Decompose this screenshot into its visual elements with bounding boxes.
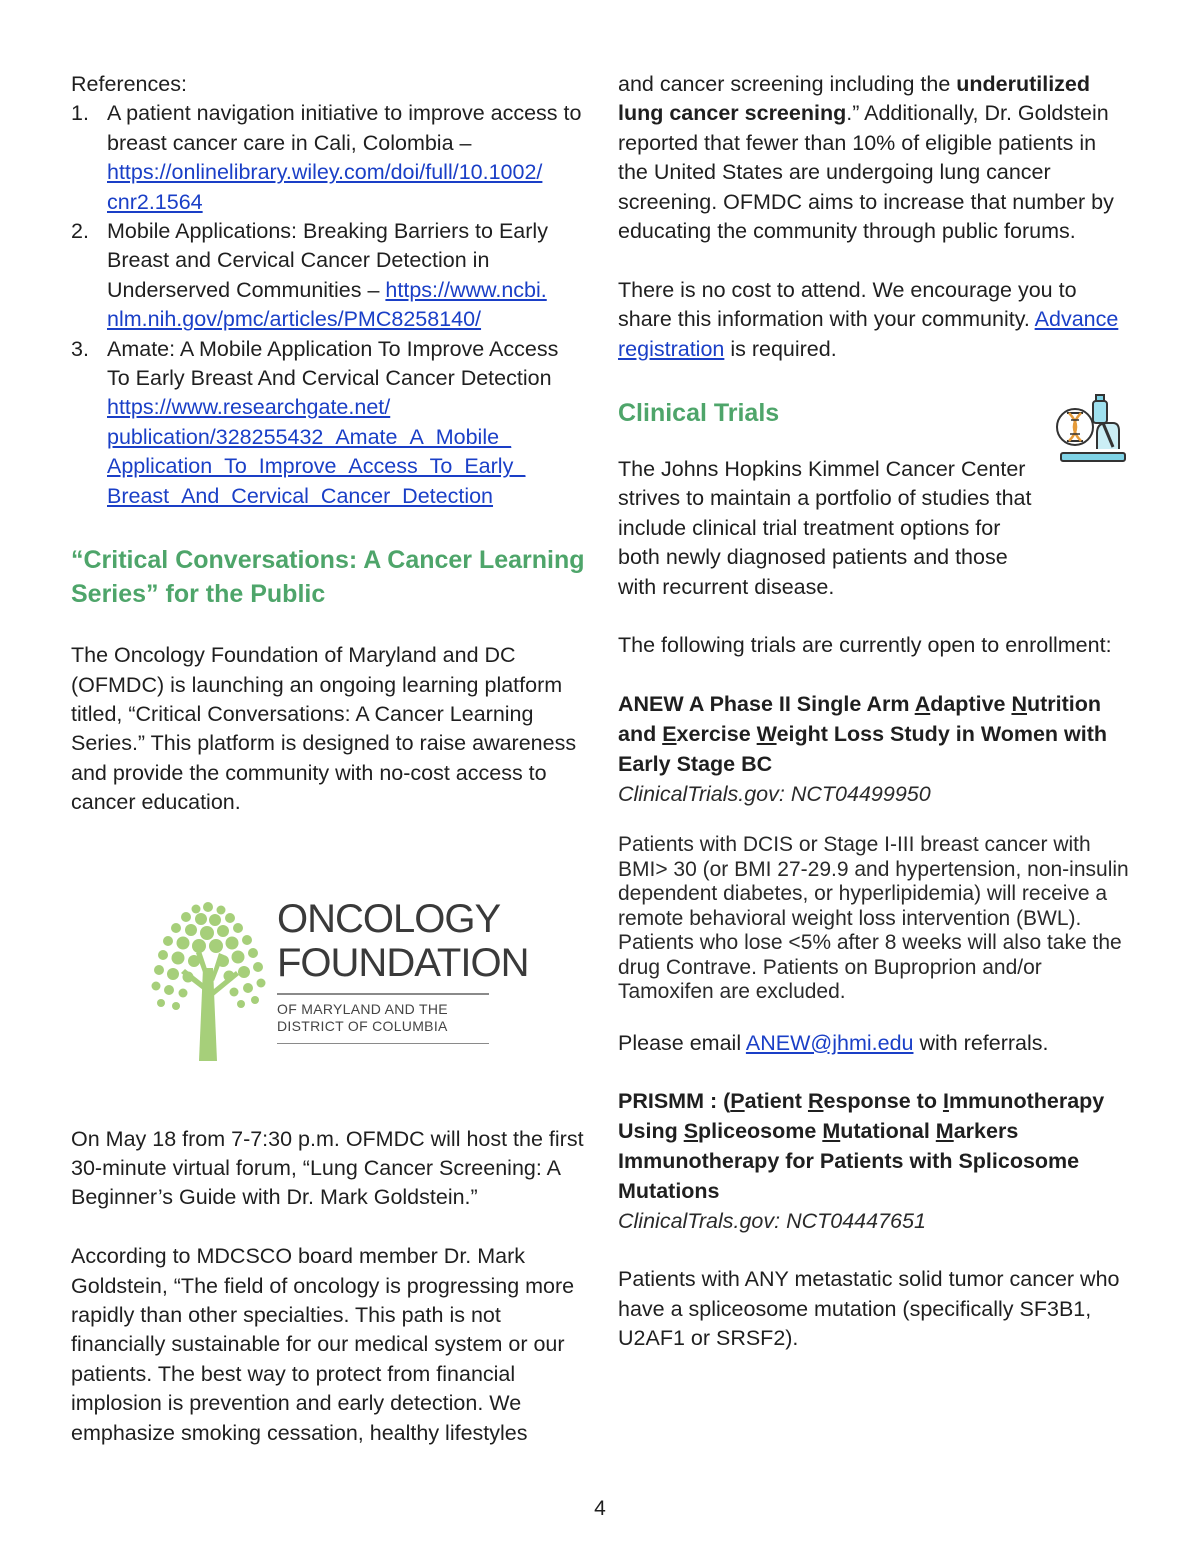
references-heading: References: (71, 72, 187, 96)
right-column (618, 70, 1130, 1354)
goldstein-quote-paragraph: According to MDCSCO board member Dr. Mark Goldstein, “The field of oncology is progressing more rapidly than other specialties. This path is not financially sustainable for our medical system or our patients. The best way to protect from financial implosion is prevention and early detection. We emphasize smoking cessation, healthy lifestyles (71, 1244, 575, 1445)
reference-link[interactable]: https://www.researchgate.net/ publication/328255432_Amate_A_Mobile_ Application_To_Improve_Access_To_Early_ Breast_And_Cervical_Cancer_Detection (107, 395, 526, 508)
clinical-trials-intro: The Johns Hopkins Kimmel Cancer Center strives to maintain a portfolio of studies that include clinical trial treatment options for both newly diagnosed patients and those with recurrent disease. (618, 457, 1032, 599)
title-segment: utational (840, 1119, 936, 1144)
title-initial: E (662, 722, 677, 747)
reference-number: 3. (71, 336, 89, 361)
no-cost-end-text: is required. (724, 336, 837, 361)
title-segment: arkers Immunotherapy for Patients with Splicosome Mutations (618, 1119, 1080, 1203)
title-segment: atient (744, 1089, 808, 1114)
title-segment: ANEW A Phase II Single Arm (618, 692, 915, 717)
title-initial: R (807, 1089, 824, 1114)
referral-pre-text: Please email (618, 1030, 746, 1055)
references-list (71, 99, 586, 511)
title-segment: daptive (930, 692, 1012, 717)
open-trials-text: The following trials are currently open to enrollment: (618, 633, 1112, 658)
quote-bold-text: underutilized lung cancer screening (618, 72, 1091, 126)
logo-divider (277, 1043, 489, 1044)
anew-trial-id: ClinicalTrials.gov: NCT04499950 (618, 781, 931, 806)
advance-registration-link[interactable]: Advance registration (618, 307, 1119, 361)
quote-continued-text: and cancer screening including the (618, 72, 957, 96)
left-column (71, 70, 586, 1448)
no-cost-paragraph (618, 276, 1130, 364)
title-segment: eight Loss Study in Women with Early Stage BC (618, 722, 1108, 776)
reference-item (71, 217, 586, 335)
title-initial: W (756, 722, 777, 747)
forum-announcement-paragraph: On May 18 from 7-7:30 p.m. OFMDC will host the first 30-minute virtual forum, “Lung Cancer Screening: A Beginner’s Guide with Dr. Mark Goldstein.” (71, 1126, 584, 1210)
reference-item (71, 99, 586, 217)
logo-line-oncology: ONCOLOGY (277, 896, 501, 941)
microscope-dna-icon (1053, 393, 1131, 465)
no-cost-text: There is no cost to attend. We encourage you to share this information with your community. (618, 277, 1077, 332)
reference-number: 2. (71, 219, 89, 244)
title-initial: A (914, 692, 931, 717)
reference-text: Mobile Applications: Breaking Barriers to Early Breast and Cervical Cancer Detection in Underserved Communities – (107, 219, 548, 302)
quote-end-text: .” Additionally, Dr. Goldstein reported that fewer than 10% of eligible patients in the United States are undergoing lung cancer screening. OFMDC aims to increase that number by educating the community through public forums. (618, 101, 1114, 244)
reference-link[interactable]: https://www.ncbi. nlm.nih.gov/pmc/articles/PMC8258140/ (107, 277, 547, 332)
oncology-foundation-logo (141, 893, 529, 1063)
title-segment: utrition and (618, 692, 1102, 747)
page-number: 4 (594, 1497, 606, 1520)
clinical-trials-header (618, 396, 1130, 430)
anew-trial-description: Patients with DCIS or Stage I-III breast cancer with BMI> 30 (or BMI 27-29.9 and hypertension, non-insulin dependent diabetes, or hyperlipidemia) will receive a remote behavioral weight loss intervention (BWL). Patients who lose <5% after 8 weeks will also take the drug Contrave. Patients on Buproprion and/or Tamoxifen are excluded. (618, 833, 1129, 1004)
title-segment: pliceosome (698, 1119, 823, 1144)
title-segment: PRISMM : ( (618, 1089, 731, 1114)
critical-conversations-heading: “Critical Conversations: A Cancer Learning Series” for the Public (71, 546, 585, 609)
logo-subtitle-line1: OF MARYLAND AND THE (277, 1000, 448, 1017)
reference-text: Amate: A Mobile Application To Improve Access To Early Breast And Cervical Cancer Detection (107, 336, 559, 391)
title-initial: I (942, 1089, 949, 1114)
title-initial: N (1011, 692, 1027, 717)
logo-line-foundation: FOUNDATION (277, 940, 529, 985)
title-initial: P (730, 1089, 745, 1114)
anew-trial-title (618, 690, 1130, 779)
logo-area (71, 818, 586, 1088)
title-segment: xercise (676, 722, 757, 747)
critical-intro-paragraph: The Oncology Foundation of Maryland and DC (OFMDC) is launching an ongoing learning platform titled, “Critical Conversations: A Cancer Learning Series.” This platform is designed to raise awareness and provide the community with no-cost access to cancer education. (71, 643, 577, 815)
goldstein-quote-continued (618, 70, 1130, 246)
title-initial: M (935, 1119, 954, 1144)
reference-link[interactable]: https://onlinelibrary.wiley.com/doi/full/10.1002/ cnr2.1564 (107, 160, 543, 214)
anew-email-link[interactable]: ANEW@jhmi.edu (745, 1030, 914, 1055)
title-initial: M (822, 1119, 841, 1144)
logo-wordmark (277, 896, 529, 1044)
prismm-trial-description: Patients with ANY metastatic solid tumor cancer who have a spliceosome mutation (specifically SF3B1, U2AF1 or SRSF2). (618, 1267, 1120, 1351)
prismm-trial-id: ClinicalTrals.gov: NCT04447651 (618, 1208, 926, 1233)
anew-referral-text (618, 1029, 1130, 1058)
tree-icon (141, 893, 276, 1063)
logo-divider (277, 993, 489, 995)
title-initial: S (683, 1119, 699, 1144)
reference-number: 1. (71, 101, 89, 126)
logo-subtitle-line2: DISTRICT OF COLUMBIA (277, 1017, 448, 1034)
title-segment: mmunotherapy Using (618, 1089, 1105, 1144)
clinical-trials-heading: Clinical Trials (618, 399, 780, 428)
title-segment: esponse to (823, 1089, 943, 1114)
prismm-trial-title (618, 1087, 1130, 1206)
referral-post-text: with referrals. (913, 1030, 1049, 1055)
reference-item (71, 335, 586, 511)
reference-text: A patient navigation initiative to improve access to breast cancer care in Cali, Colombia – (107, 101, 582, 155)
